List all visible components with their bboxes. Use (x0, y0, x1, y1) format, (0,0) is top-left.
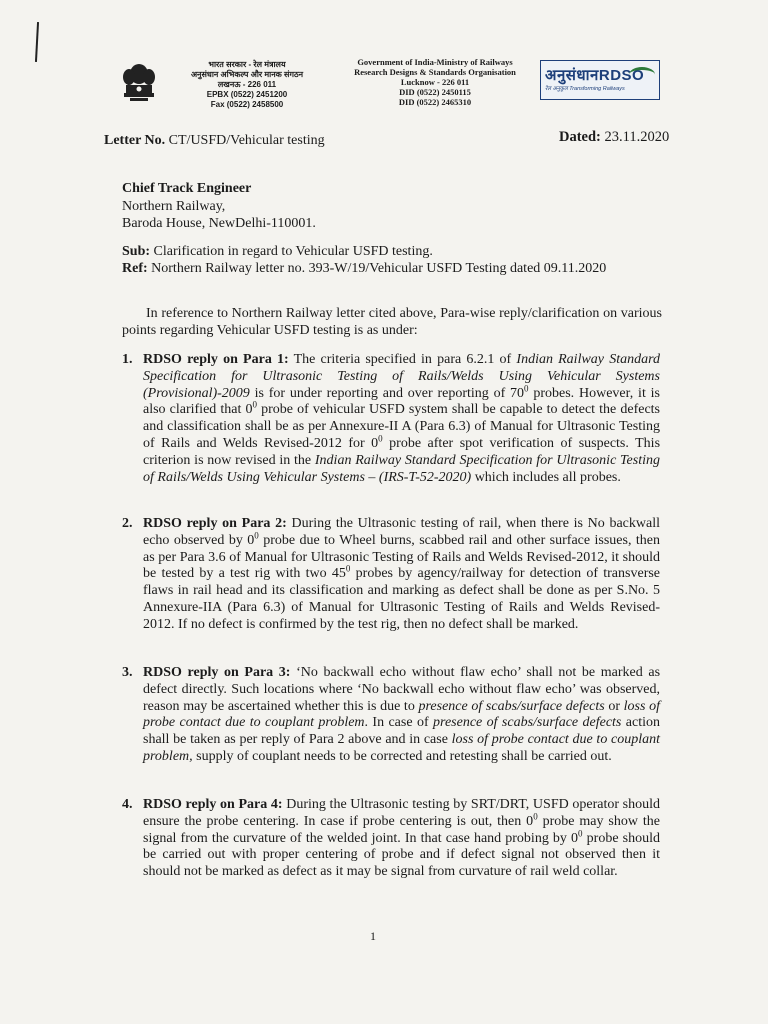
rdso-logo (540, 60, 660, 100)
letter-number-value: CT/USFD/Vehicular testing (168, 133, 325, 148)
para-text: or (608, 698, 620, 714)
subject-line (122, 243, 606, 260)
gov-line: Government of India-Ministry of Railways (357, 57, 513, 67)
did-line: DID (0522) 2450115 (399, 87, 471, 97)
letter-date-label: Dated: (559, 129, 601, 145)
reply-para-3 (118, 665, 660, 766)
recipient-line: Northern Railway, (122, 198, 226, 214)
reference-line (122, 260, 606, 277)
degree-sup: 0 (254, 530, 259, 541)
intro-paragraph: In reference to Northern Railway letter cited above, Para-wise reply/clarification on various points regarding Vehicular USFD testing is as under: (122, 306, 662, 338)
hindi-header (172, 60, 322, 110)
para-number: 3. (122, 665, 133, 680)
subject-reference (122, 243, 606, 277)
national-emblem-icon (118, 60, 160, 110)
recipient-line: Baroda House, NewDelhi-110001. (122, 216, 316, 231)
spec-title: Indian Railway Standard Specification for Ultrasonic Testing of Rails/Welds Using Vehicular Systems (Provisional)-2009 (143, 352, 661, 401)
rdso-logo-tagline: रेल अनुकूल Transforming Railways (545, 86, 625, 92)
para-text: probe due to Wheel burns, scabbed rail and other surface issues, then as per Para 3.6 of Manual for Ultrasonic Testing of Rails and Welds Revised-2012, it should be tested by a test rig with two 45 (143, 532, 661, 582)
para-heading: RDSO reply on Para 3: (143, 665, 291, 680)
degree-sup: 0 (533, 811, 538, 822)
reply-para-2 (118, 516, 660, 634)
letter-date (559, 129, 669, 146)
para-number: 4. (122, 797, 133, 812)
letter-number (104, 133, 325, 149)
degree-sup: 0 (378, 433, 383, 444)
letter-number-label: Letter No. (104, 133, 166, 148)
fax-line: Fax (0522) 2458500 (210, 100, 284, 109)
epbx-line: EPBX (0522) 2451200 (206, 90, 288, 99)
government-header (340, 57, 530, 107)
subject-text: Clarification in regard to Vehicular USFD testing. (153, 244, 433, 259)
hindi-line: लखनऊ - 226 011 (217, 80, 277, 89)
para-text: action shall be taken as per reply of Para 2 above and in case (143, 715, 660, 748)
para-number: 2. (122, 516, 133, 531)
recipient-address (122, 180, 316, 233)
margin-pen-mark (35, 22, 39, 62)
reply-para-1 (118, 352, 660, 486)
para-text: supply of couplant needs to be corrected and retesting shall be carried out. (196, 748, 612, 764)
subject-label: Sub: (122, 244, 151, 259)
rdso-logo-text: अनुसंधानRDSO (545, 67, 645, 84)
hindi-line: अनुसंधान अभिकल्प और मानक संगठन (190, 70, 304, 79)
para-text: probe after spot verification of suspects. This criterion is now revised in the (143, 435, 661, 468)
page-number: 1 (370, 929, 376, 943)
para-text: During the Ultrasonic testing of rail, when there is No backwall echo observed by 0 (143, 516, 660, 548)
para-italic: loss of probe contact due to couplant problem (143, 698, 660, 731)
para-text: During the Ultrasonic testing by SRT/DRT, USFD operator should ensure the probe centering. In case if probe centering is out, then 0 (143, 797, 660, 829)
para-number: 1. (122, 352, 133, 367)
gov-line: Lucknow - 226 011 (400, 77, 470, 87)
para-text: is for under reporting and over reporting of 70 (254, 385, 525, 401)
para-text: probe may show the signal from the curvature of the welded joint. In that case hand probing by 0 (143, 813, 660, 846)
para-heading: RDSO reply on Para 2: (143, 516, 287, 531)
para-text: which includes all probes. (474, 469, 621, 485)
para-text: The criteria specified in para 6.2.1 of (293, 352, 512, 367)
para-heading: RDSO reply on Para 4: (143, 797, 283, 812)
reply-para-4 (118, 797, 660, 881)
reference-text: Northern Railway letter no. 393-W/19/Vehicular USFD Testing dated 09.11.2020 (151, 261, 607, 276)
para-italic: presence of scabs/surface defects (418, 698, 605, 714)
degree-sup: 0 (252, 399, 257, 410)
hindi-line: भारत सरकार - रेल मंत्रालय (208, 60, 286, 69)
degree-sup: 0 (524, 382, 529, 393)
reference-label: Ref: (122, 261, 148, 276)
para-text: probe of vehicular USFD system shall be capable to detect the defects and classification shall be as per Annexure-II A (Para 6.3) of Manual for Ultrasonic Testing of Rails and Welds Revised-2012 for 0 (143, 402, 661, 451)
para-text: ‘No backwall echo without flaw echo’ shall not be marked as defect directly. Such locations where ‘No backwall echo without flaw echo’ was observed, reason may be ascertained whether this is due to (143, 665, 661, 714)
para-text: . In case of (364, 715, 429, 731)
degree-sup: 0 (578, 827, 583, 838)
para-heading: RDSO reply on Para 1: (143, 352, 289, 367)
letter-date-value: 23.11.2020 (604, 129, 670, 145)
logo-swoosh-icon (629, 67, 655, 82)
recipient-title: Chief Track Engineer (122, 181, 252, 196)
para-text: probes. However, it is also clarified that 0 (143, 385, 660, 418)
degree-sup: 0 (345, 563, 351, 574)
gov-line: Research Designs & Standards Organisation (354, 67, 516, 77)
para-italic: loss of probe contact due to couplant problem, (143, 732, 661, 764)
para-italic: presence of scabs/surface defects (433, 715, 622, 731)
para-text: probe should be carried out with proper centering of probe and if defect signal not observed then it should not be marked as defect as it may be signal from curvature of rail weld collar. (143, 830, 660, 880)
para-text: probes by agency/railway for detection of transverse flaws in rail head and its classification and marking as defect shall be done as per S.No. 5 Annexure-IIA (Para 6.3) of Manual for Ultrasonic Testing of Rails and Welds Revised-2012. If no defect is confirmed by the test rig, then no defect shall be marked. (143, 566, 661, 632)
spec-title: Indian Railway Standard Specification for Ultrasonic Testing of Rails/Welds Using Vehicular Systems – (IRS-T-52-2020) (143, 452, 660, 485)
did-line: DID (0522) 2465310 (398, 97, 472, 107)
